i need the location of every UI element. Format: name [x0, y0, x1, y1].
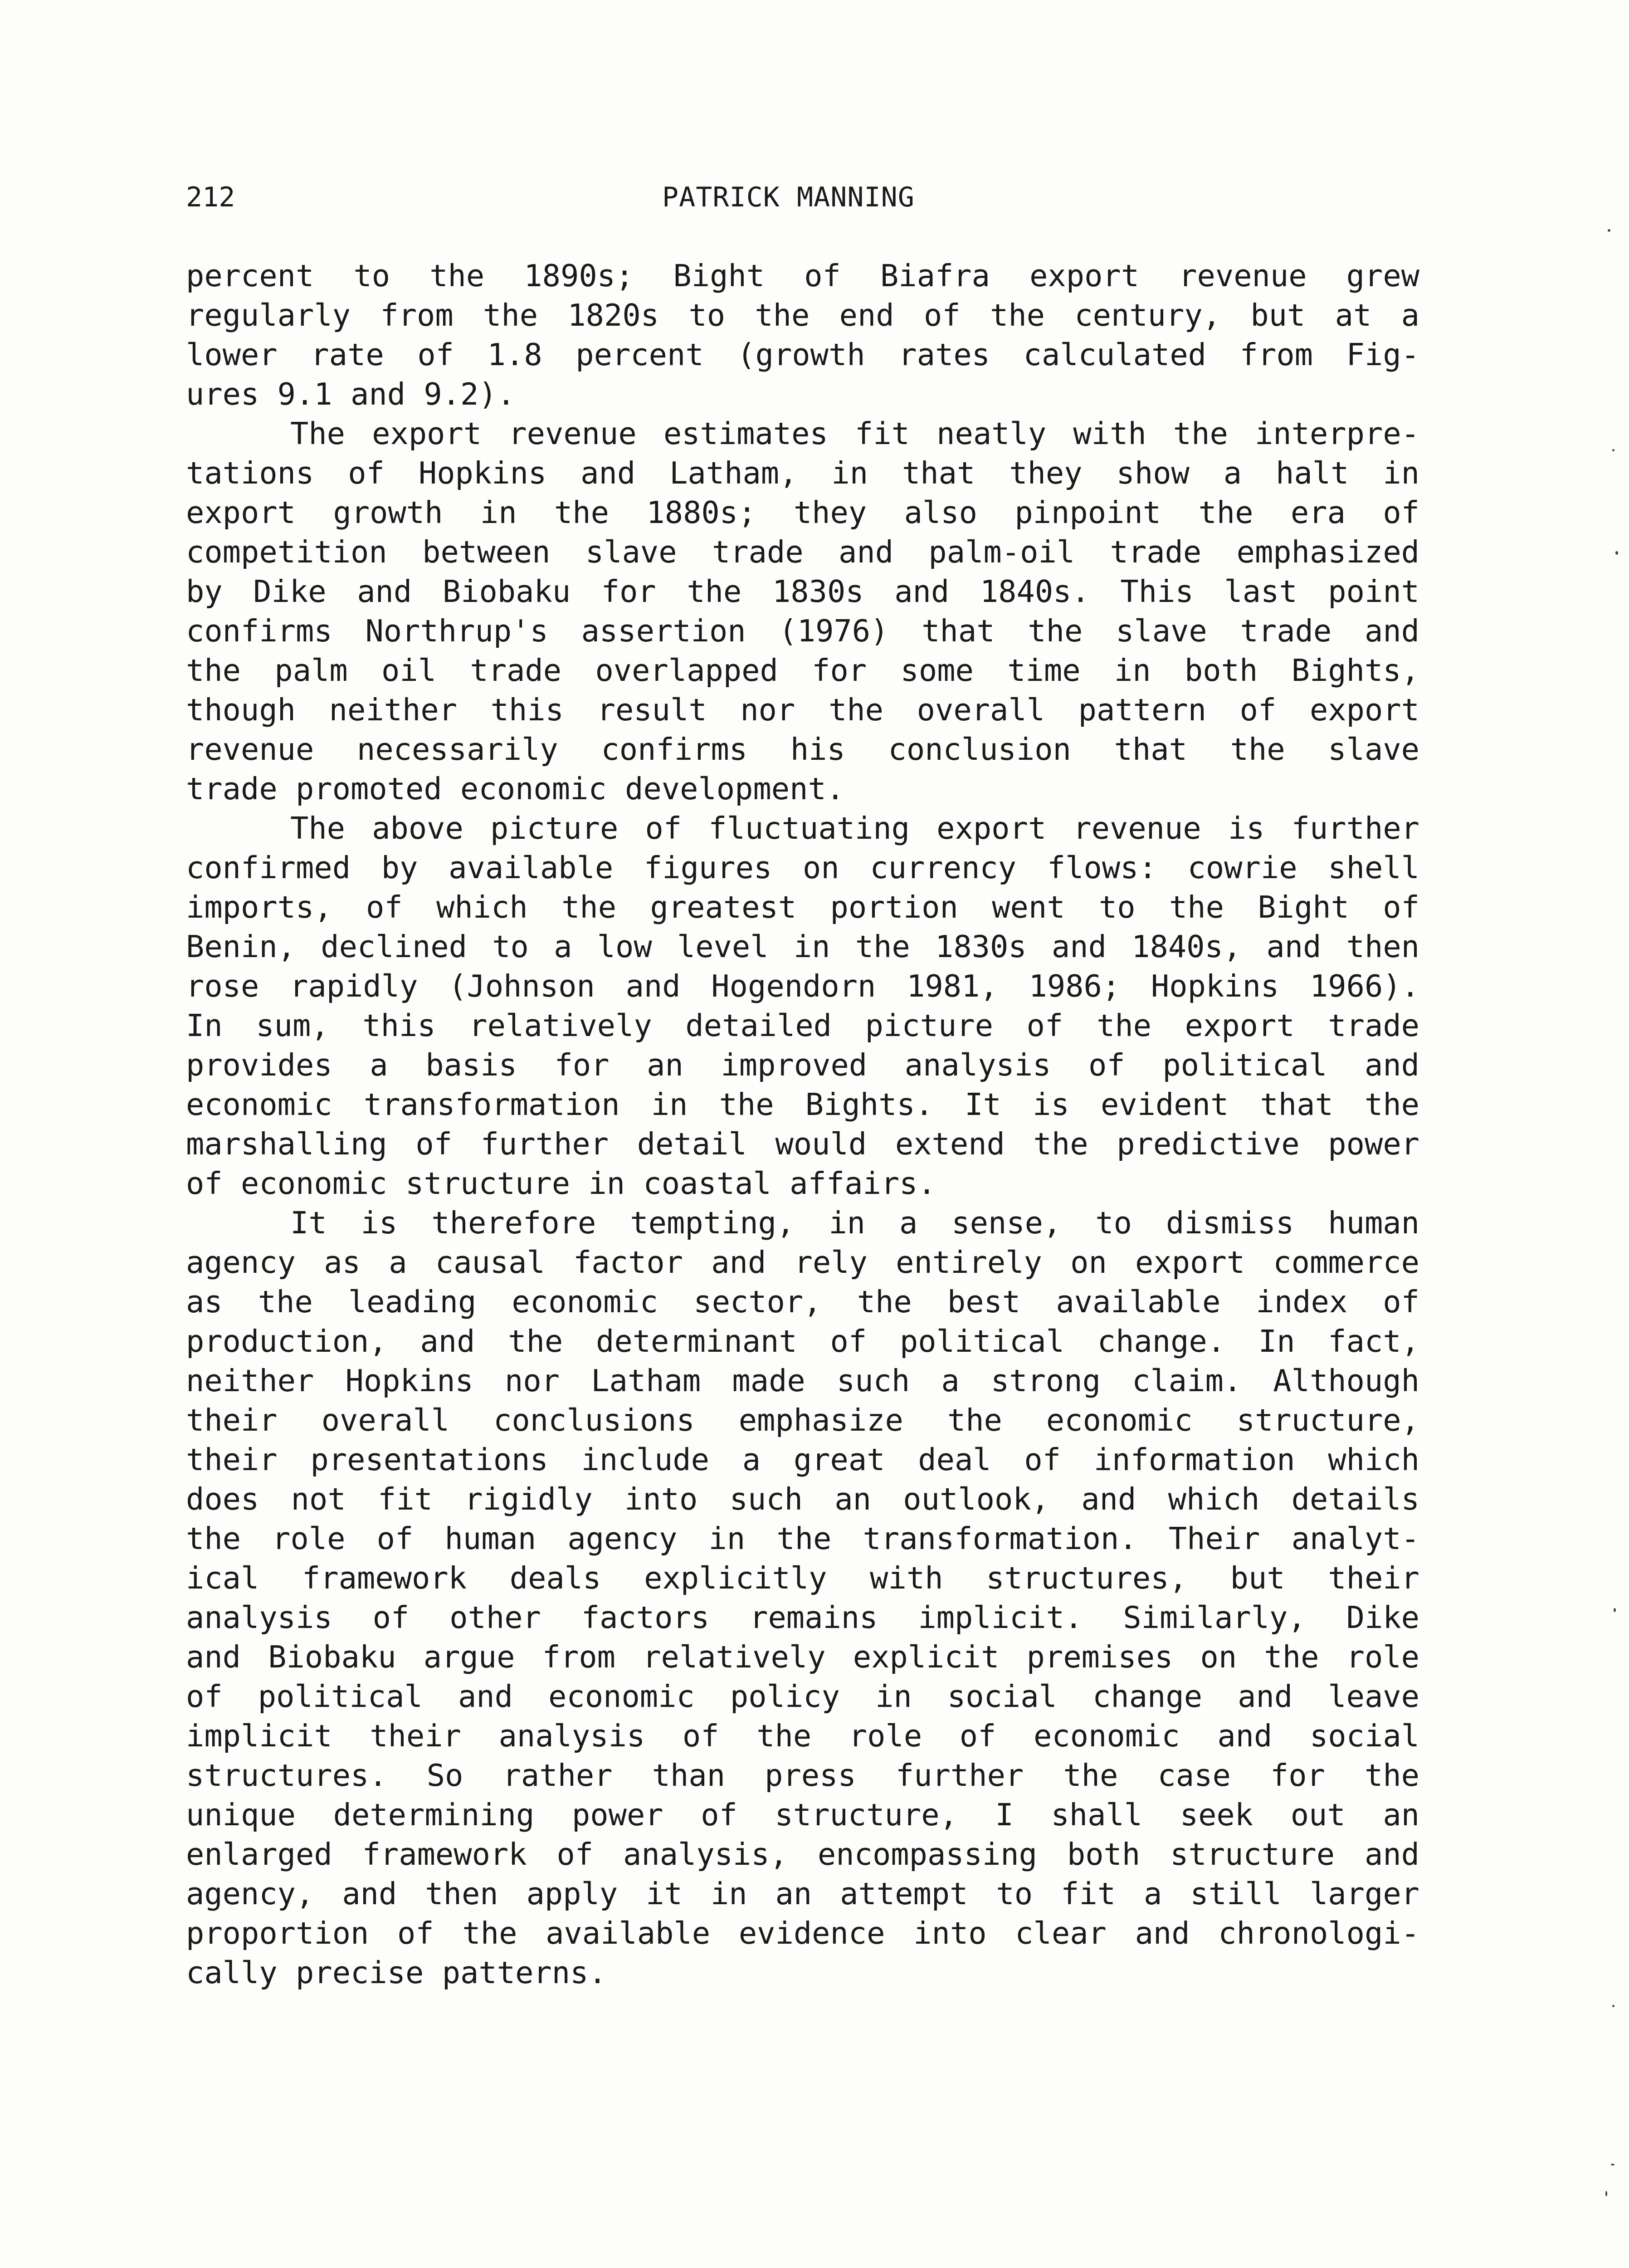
scan-speck: [1605, 2191, 1607, 2196]
text-line: production, and the determinant of political change. In fact,: [186, 1324, 1419, 1359]
scan-speck: [1611, 2164, 1614, 2165]
text-line: does not fit rigidly into such an outlook, and which details: [186, 1481, 1419, 1517]
text-line: In sum, this relatively detailed picture of the export trade: [186, 1008, 1419, 1043]
paragraph-4: [186, 1203, 1419, 1993]
text-line: economic transformation in the Bights. It is evident that the: [186, 1087, 1419, 1122]
text-line: export growth in the 1880s; they also pinpoint the era of: [186, 495, 1419, 530]
text-line: Benin, declined to a low level in the 1830s and 1840s, and then: [186, 929, 1419, 964]
text-line: marshalling of further detail would extend the predictive power: [186, 1126, 1419, 1162]
text-line: lower rate of 1.8 percent (growth rates calculated from Fig-: [186, 337, 1419, 372]
scan-speck: [1614, 1608, 1616, 1612]
text-line: their presentations include a great deal of information which: [186, 1442, 1419, 1477]
text-line: and Biobaku argue from relatively explicit premises on the role: [186, 1639, 1419, 1675]
text-line: ical framework deals explicitly with structures, but their: [186, 1560, 1419, 1596]
text-line: of political and economic policy in social change and leave: [186, 1679, 1419, 1714]
text-line: percent to the 1890s; Bight of Biafra export revenue grew: [186, 258, 1419, 293]
text-line: cally precise patterns.: [186, 1955, 607, 1990]
text-line: analysis of other factors remains implicit. Similarly, Dike: [186, 1600, 1419, 1635]
text-line: trade promoted economic development.: [186, 771, 845, 807]
text-line: proportion of the available evidence into clear and chronologi-: [186, 1916, 1419, 1951]
text-line: confirms Northrup's assertion (1976) that the slave trade and: [186, 613, 1419, 649]
body-text: [186, 256, 1419, 1993]
scan-speck: [1612, 2005, 1614, 2007]
text-line: regularly from the 1820s to the end of the century, but at a: [186, 298, 1419, 333]
text-line: the role of human agency in the transformation. Their analyt-: [186, 1521, 1419, 1556]
text-line: implicit their analysis of the role of economic and social: [186, 1718, 1419, 1754]
paragraph-3: [186, 809, 1419, 1203]
text-line: revenue necessarily confirms his conclusion that the slave: [186, 732, 1419, 767]
page-number: 212: [186, 181, 235, 213]
page-header: [186, 181, 1424, 227]
text-line: competition between slave trade and palm-oil trade emphasized: [186, 534, 1419, 570]
text-line: imports, of which the greatest portion went to the Bight of: [186, 890, 1419, 925]
paragraph-2: [186, 414, 1419, 809]
text-line: as the leading economic sector, the best available index of: [186, 1284, 1419, 1320]
paragraph-1: [186, 256, 1419, 414]
text-line: of economic structure in coastal affairs.: [186, 1166, 936, 1201]
text-line: It is therefore tempting, in a sense, to dismiss human: [290, 1205, 1419, 1241]
text-line: neither Hopkins nor Latham made such a strong claim. Although: [186, 1363, 1419, 1398]
scan-speck: [1612, 449, 1614, 451]
scan-speck: [1615, 551, 1618, 555]
text-line: The above picture of fluctuating export revenue is further: [290, 811, 1419, 846]
scan-speck: [1608, 229, 1610, 232]
running-head: PATRICK MANNING: [662, 181, 915, 213]
text-line: agency, and then apply it in an attempt to fit a still larger: [186, 1876, 1419, 1911]
text-line: unique determining power of structure, I shall seek out an: [186, 1797, 1419, 1833]
text-line: structures. So rather than press further the case for the: [186, 1758, 1419, 1793]
text-line: their overall conclusions emphasize the economic structure,: [186, 1403, 1419, 1438]
text-line: tations of Hopkins and Latham, in that they show a halt in: [186, 455, 1419, 491]
text-line: enlarged framework of analysis, encompassing both structure and: [186, 1837, 1419, 1872]
text-line: confirmed by available figures on currency flows: cowrie shell: [186, 850, 1419, 885]
text-line: the palm oil trade overlapped for some time in both Bights,: [186, 653, 1419, 688]
text-line: The export revenue estimates fit neatly with the interpre-: [290, 416, 1419, 451]
text-line: rose rapidly (Johnson and Hogendorn 1981, 1986; Hopkins 1966).: [186, 968, 1419, 1004]
text-line: provides a basis for an improved analysis of political and: [186, 1047, 1419, 1083]
text-line: by Dike and Biobaku for the 1830s and 1840s. This last point: [186, 574, 1419, 609]
text-line: though neither this result nor the overall pattern of export: [186, 692, 1419, 728]
text-line: ures 9.1 and 9.2).: [186, 376, 516, 412]
text-line: agency as a causal factor and rely entirely on export commerce: [186, 1245, 1419, 1280]
